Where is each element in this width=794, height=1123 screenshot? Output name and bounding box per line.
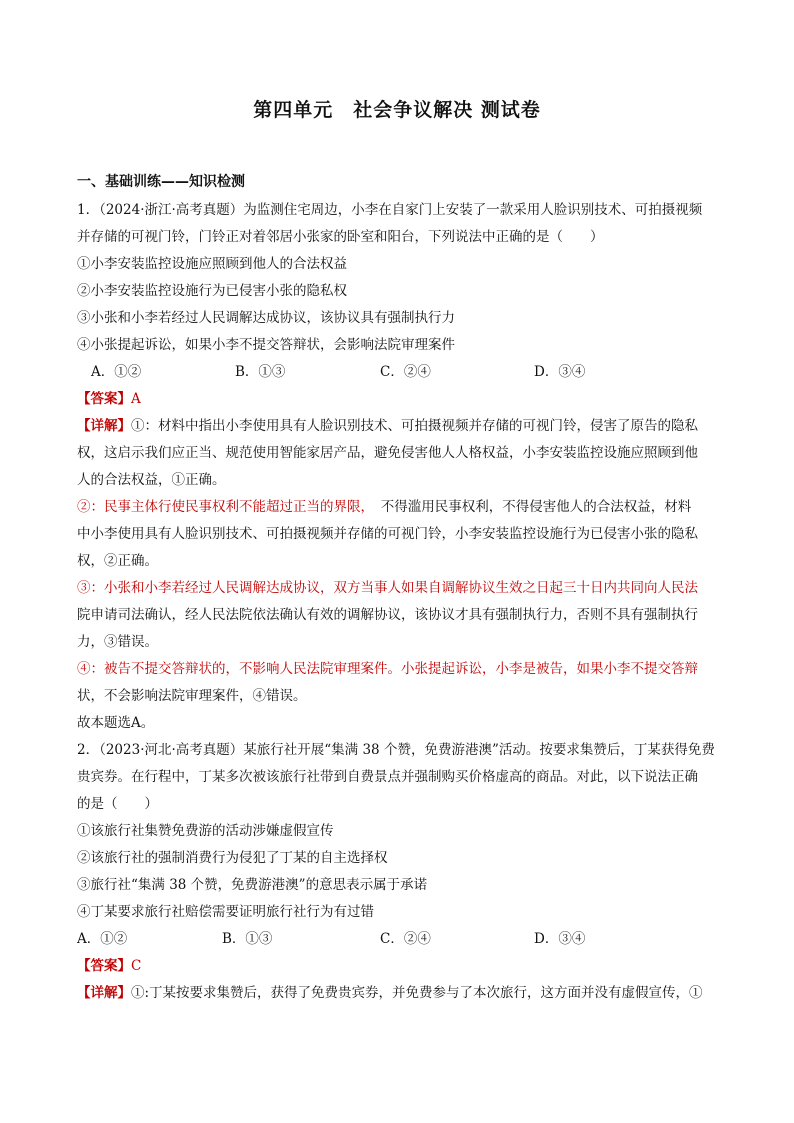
q1-detail-line — [77, 494, 717, 521]
q2-statement: ①该旅行社集赞免费游的活动涉嫌虚假宣传 — [77, 823, 334, 839]
detail-text: ①:丁某按要求集赞后，获得了免费贵宾券，并免费参与了本次旅行，这方面并没有虚假宣传，① — [131, 985, 703, 1001]
q2-option-b: B．①③ — [222, 931, 273, 947]
q1-statement: ②小李安装监控设施行为已侵害小张的隐私权 — [77, 283, 347, 299]
q2-option-a: A．①② — [77, 931, 128, 947]
answer-tag: 【答案】 — [77, 391, 131, 407]
q1-conclusion: 故本题选A。 — [77, 715, 155, 731]
q1-detail-line: 院申请司法确认，经人民法院依法确认有效的调解协议，该协议才具有强制执行力，否则不具有强制执行 — [77, 607, 698, 623]
detail-tag: 【详解】 — [77, 418, 131, 434]
q1-detail-line: 力，③错误。 — [77, 634, 158, 650]
q1-answer — [77, 386, 717, 413]
answer-value: A — [131, 391, 141, 407]
q2-statement: ③旅行社“集满 38 个赞，免费游港澳”的意思表示属于承诺 — [77, 877, 428, 893]
q2-stem-line: 贵宾券。在行程中，丁某多次被该旅行社带到自费景点并强制购买价格虚高的商品。对此，以下说法正确 — [77, 769, 698, 785]
q1-detail-line: ④：被告不提交答辩状的，不影响人民法院审理案件。小张提起诉讼，小李是被告，如果小李不提交答辩 — [77, 661, 698, 677]
q1-detail-line: 人的合法权益，①正确。 — [77, 472, 226, 488]
q1-option-a: A．①② — [91, 364, 142, 380]
q1-detail-line: 状，不会影响法院审理案件，④错误。 — [77, 688, 307, 704]
question-1 — [77, 197, 717, 737]
q1-stem-line: 并存储的可视门铃，门铃正对着邻居小张家的卧室和阳台，下列说法中正确的是（ ） — [77, 229, 604, 245]
q1-statement: ③小张和小李若经过人民调解达成协议，该协议具有强制执行力 — [77, 310, 455, 326]
q2-statement: ④丁某要求旅行社赔偿需要证明旅行社行为有过错 — [77, 904, 374, 920]
q1-detail-line: ③：小张和小李若经过人民调解达成协议，双方当事人如果自调解协议生效之日起三十日内共同向人民法 — [77, 580, 698, 596]
q1-detail-line — [77, 413, 717, 440]
detail-text: ①：材料中指出小李使用具有人脸识别技术、可拍摄视频并存储的可视门铃，侵害了原告的隐私 — [131, 418, 698, 434]
detail-tag: 【详解】 — [77, 985, 131, 1001]
q2-detail-line — [77, 980, 717, 1007]
q1-statement: ①小李安装监控设施应照顾到他人的合法权益 — [77, 256, 347, 272]
q1-detail-line: 权，这启示我们应正当、规范使用智能家居产品，避免侵害他人人格权益，小李安装监控设施应照顾到他 — [77, 445, 698, 461]
q2-stem-line: 的是（ ） — [77, 796, 158, 812]
q1-options — [77, 359, 717, 386]
page-title: 第四单元 社会争议解决 测试卷 — [253, 99, 541, 121]
detail-text: 不得滥用民事权利，不得侵害他人的合法权益，材料 — [367, 499, 692, 515]
q1-detail-line: 权，②正确。 — [77, 553, 158, 569]
q1-option-d: D．③④ — [534, 364, 586, 380]
q1-statement: ④小张提起诉讼，如果小李不提交答辩状，会影响法院审理案件 — [77, 337, 455, 353]
q2-options — [77, 926, 717, 953]
q2-option-c: C．②④ — [380, 931, 431, 947]
q2-option-d: D．③④ — [534, 931, 586, 947]
q2-statement: ②该旅行社的强制消费行为侵犯了丁某的自主选择权 — [77, 850, 388, 866]
answer-value: C — [131, 958, 142, 974]
answer-tag: 【答案】 — [77, 958, 131, 974]
q1-detail-line: 中小李使用具有人脸识别技术、可拍摄视频并存储的可视门铃，小李安装监控设施行为已侵害小张的隐私 — [77, 526, 698, 542]
detail-highlight: ②：民事主体行使民事权利不能超过正当的界限， — [77, 499, 368, 515]
question-2 — [77, 737, 717, 1007]
q1-option-c: C．②④ — [380, 364, 431, 380]
q2-stem-line: 2．（2023·河北·高考真题）某旅行社开展“集满 38 个赞，免费游港澳”活动。按要求集赞后，丁某获得免费 — [77, 742, 715, 758]
q2-answer — [77, 953, 717, 980]
q1-stem-line: 1．（2024·浙江·高考真题）为监测住宅周边，小李在自家门上安装了一款采用人脸识别技术、可拍摄视频 — [77, 202, 703, 218]
q1-option-b: B．①③ — [235, 364, 286, 380]
section-heading: 一、基础训练——知识检测 — [77, 174, 245, 190]
